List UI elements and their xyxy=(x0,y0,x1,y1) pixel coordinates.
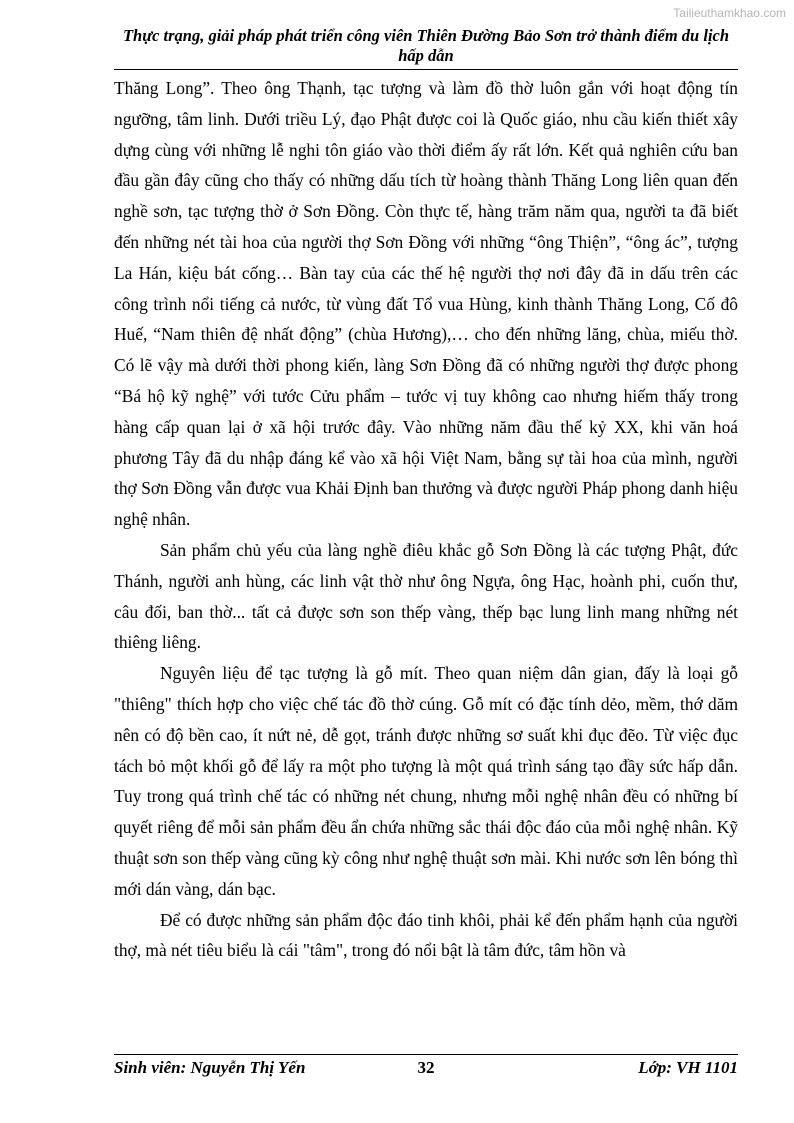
page-footer xyxy=(114,1058,738,1082)
paragraph: Để có được những sản phẩm độc đáo tinh khôi, phải kể đến phẩm hạnh của người thợ, mà nét tiêu biểu là cái "tâm", trong đó nổi bật là tâm đức, tâm hồn và xyxy=(114,909,738,961)
footer-student-name: Sinh viên: Nguyễn Thị Yến xyxy=(114,1058,306,1077)
paragraph: Sản phẩm chủ yếu của làng nghề điêu khắc gỗ Sơn Đồng là các tượng Phật, đức Thánh, người anh hùng, các linh vật thờ như ông Ngựa, ông Hạc, hoành phi, cuốn thư, câu đối, ban thờ... tất cả được sơn son thếp vàng, thếp bạc lung linh mang những nét thiêng liêng. xyxy=(114,539,738,653)
body-text xyxy=(114,73,738,966)
paragraph-continued: Thăng Long”. Theo ông Thạnh, tạc tượng và làm đồ thờ luôn gắn với hoạt động tín ngưỡng, tâm linh. Dưới triều Lý, đạo Phật được coi là Quốc giáo, nhu cầu kiến thiết xây dựng cùng với những lễ nghi tôn giáo vào thời điểm ấy rất lớn. Kết quả nghiên cứu ban đầu gần đây cũng cho thấy có những dấu tích từ hoàng thành Thăng Long liên quan đến nghề sơn, tạc tượng thờ ở Sơn Đồng. Còn thực tế, hàng trăm năm qua, người ta đã biết đến những nét tài hoa của người thợ Sơn Đồng với những “ông Thiện”, “ông ác”, tượng La Hán, kiệu bát cống… Bàn tay của các thế hệ người thợ nơi đây đã in dấu trên các công trình nổi tiếng cả nước, từ vùng đất Tổ vua Hùng, kinh thành Thăng Long, Cố đô Huế, “Nam thiên đệ nhất động” (chùa Hương),… cho đến những lăng, chùa, miếu thờ. Có lẽ vậy mà dưới thời phong kiến, làng Sơn Đồng đã có những người thợ được phong “Bá hộ kỹ nghệ” với tước Cửu phẩm – tước vị tuy không cao nhưng hiếm thấy trong hàng cấp quan lại ở xã hội trước đây. Vào những năm đầu thế kỷ XX, khi văn hoá phương Tây đã du nhập đáng kể vào xã hội Việt Nam, bằng sự tài hoa của mình, người thợ Sơn Đồng vẫn được vua Khải Định ban thưởng và được người Pháp phong danh hiệu nghệ nhân. xyxy=(114,78,738,530)
running-header-title: Thực trạng, giải pháp phát triển công viên Thiên Đường Bảo Sơn trở thành điểm du lịch hấp dẫn xyxy=(122,26,730,65)
page-number: 32 xyxy=(417,1058,435,1077)
paragraph: Nguyên liệu để tạc tượng là gỗ mít. Theo quan niệm dân gian, đấy là loại gỗ "thiêng" thích hợp cho việc chế tác đồ thờ cúng. Gỗ mít có đặc tính dẻo, mềm, thớ dăm nên có độ bền cao, ít nứt nẻ, dễ gọt, tránh được những sơ suất khi đục đẽo. Từ việc đục tách bỏ một khối gỗ để lấy ra một pho tượng là một quá trình sáng tạo đầy sức hấp dẫn. Tuy trong quá trình chế tác có những nét chung, nhưng mỗi nghệ nhân đều có những bí quyết riêng để mỗi sản phẩm đều ẩn chứa những sắc thái độc đáo của mỗi nghệ nhân. Kỹ thuật sơn son thếp vàng cũng kỳ công như nghệ thuật sơn mài. Khi nước sơn lên bóng thì mới dán vàng, dán bạc. xyxy=(114,663,738,899)
watermark: Tailieuthamkhao.com xyxy=(673,6,786,20)
footer-class: Lớp: VH 1101 xyxy=(638,1058,738,1077)
footer-divider xyxy=(114,1054,738,1055)
header-divider xyxy=(114,69,738,70)
